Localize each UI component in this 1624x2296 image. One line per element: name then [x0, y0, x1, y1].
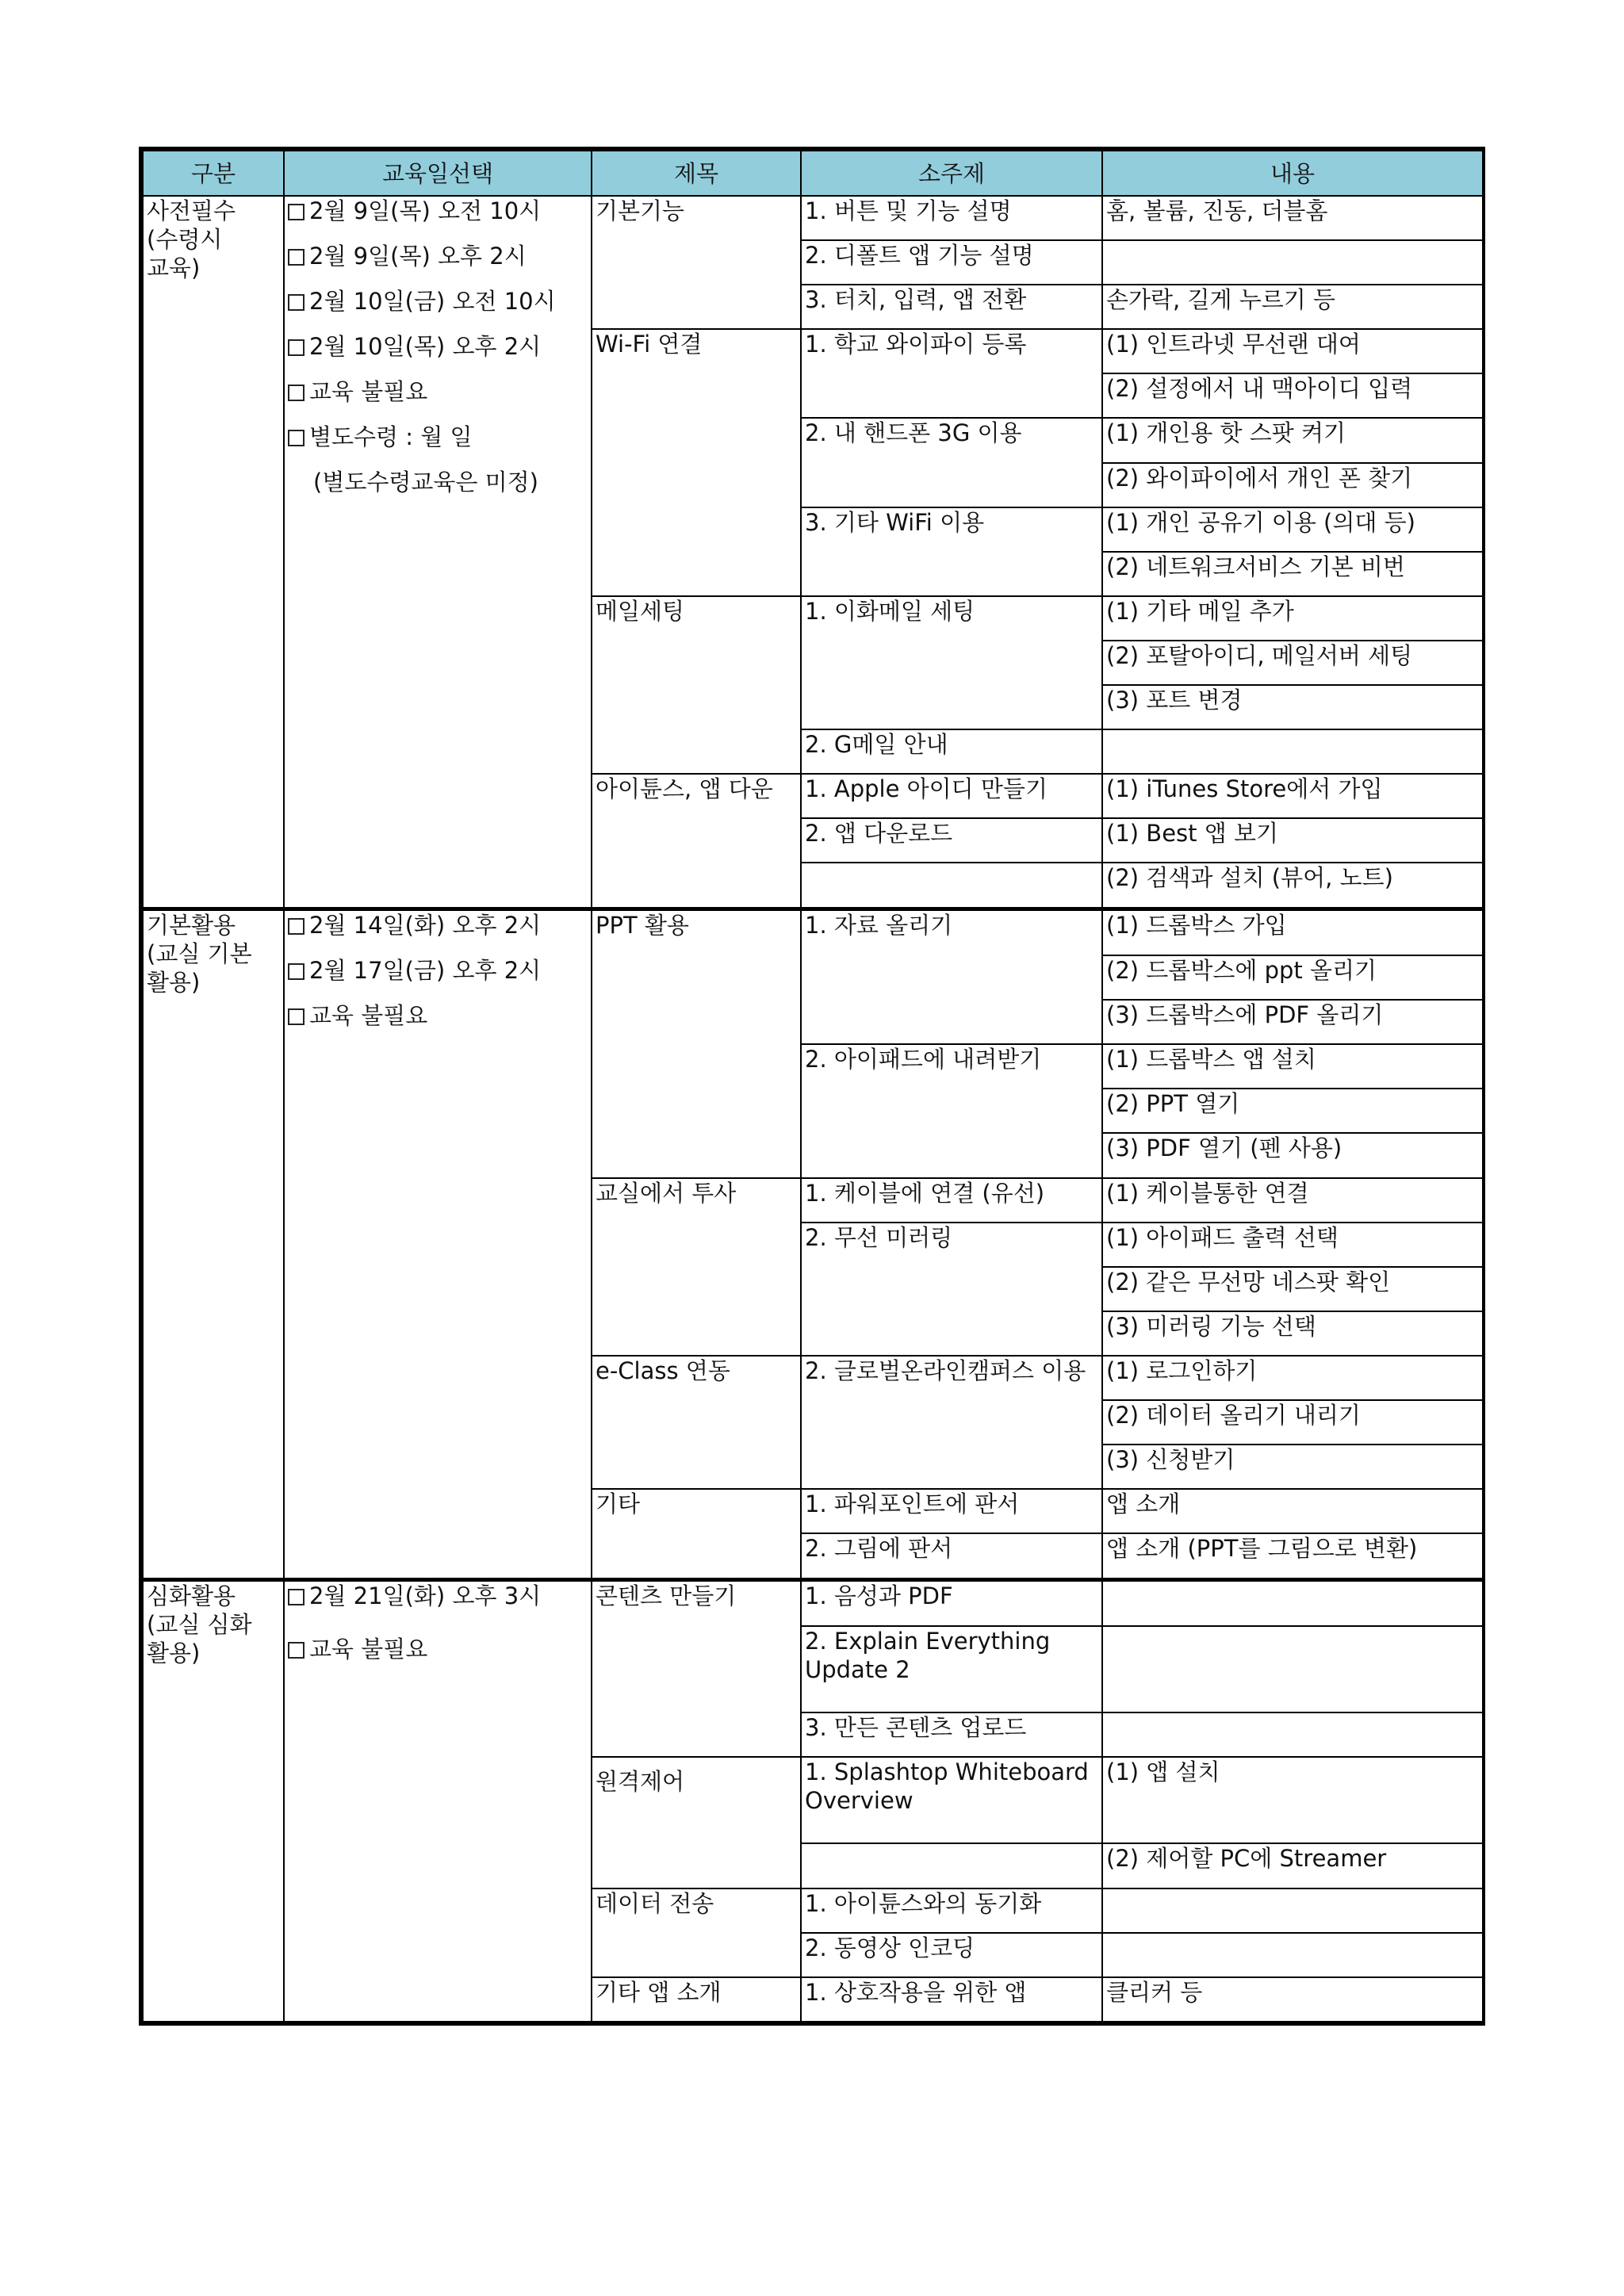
checkbox[interactable]	[288, 204, 304, 220]
subtopic-cell: 2. G메일 안내	[801, 729, 1102, 774]
topic-cell: Wi-Fi 연결	[592, 329, 801, 596]
date-option-label: 2월 10일(금) 오전 10시	[309, 288, 556, 315]
checkbox[interactable]	[288, 1008, 304, 1025]
checkbox[interactable]	[288, 430, 304, 446]
subtopic-cell: 1. 파워포인트에 판서	[801, 1489, 1102, 1533]
date-option-label: 2월 14일(화) 오후 2시	[309, 912, 542, 939]
header-title: 제목	[592, 151, 801, 196]
subtopic-cell: 2. 무선 미러링	[801, 1223, 1102, 1356]
subtopic-cell: 1. 케이블에 연결 (유선)	[801, 1178, 1102, 1223]
content-cell	[1102, 1626, 1483, 1712]
date-option-label: 2월 10일(목) 오후 2시	[309, 333, 542, 360]
date-note: (별도수령교육은 미정)	[313, 469, 538, 496]
content-cell: (1) 앱 설치	[1102, 1757, 1483, 1843]
subtopic-cell: 2. 아이패드에 내려받기	[801, 1044, 1102, 1177]
topic-cell: 콘텐츠 만들기	[592, 1580, 801, 1758]
subtopic-cell: 3. 터치, 입력, 앱 전환	[801, 285, 1102, 329]
checkbox[interactable]	[288, 339, 304, 356]
topic-cell: PPT 활용	[592, 909, 801, 1178]
content-cell: 앱 소개	[1102, 1489, 1483, 1533]
date-option[interactable]	[288, 1582, 588, 1635]
date-option[interactable]	[288, 423, 588, 468]
content-cell: (1) 개인용 핫 스팟 켜기	[1102, 418, 1483, 462]
date-option-label: 교육 불필요	[309, 1002, 428, 1030]
category-line: 기본활용	[147, 912, 236, 939]
content-cell	[1102, 1933, 1483, 1977]
category-line: 활용)	[147, 1640, 201, 1667]
subtopic-cell: 2. 글로벌온라인캠퍼스 이용	[801, 1356, 1102, 1489]
content-cell: (2) 포탈아이디, 메일서버 세팅	[1102, 641, 1483, 685]
subtopic-cell: 1. 상호작용을 위한 앱	[801, 1977, 1102, 2022]
topic-cell: 메일세팅	[592, 596, 801, 774]
date-option-label: 별도수령 : 월 일	[309, 423, 473, 450]
date-option[interactable]	[288, 956, 588, 1001]
subtopic-cell: 2. 동영상 인코딩	[801, 1933, 1102, 1977]
category-cell	[143, 1580, 284, 2022]
subtopic-cell: 2. Explain Everything Update 2	[801, 1626, 1102, 1712]
content-cell: (2) 드롭박스에 ppt 올리기	[1102, 955, 1483, 1000]
subtopic-cell: 1. 학교 와이파이 등록	[801, 329, 1102, 418]
subtopic-cell	[801, 1843, 1102, 1888]
date-options-cell	[284, 909, 592, 1580]
content-cell: (1) 아이패드 출력 선택	[1102, 1223, 1483, 1267]
topic-cell: 데이터 전송	[592, 1888, 801, 1977]
table-row	[143, 909, 1483, 955]
table-row	[143, 196, 1483, 240]
content-cell: (1) 개인 공유기 이용 (의대 등)	[1102, 507, 1483, 552]
subtopic-cell: 2. 앱 다운로드	[801, 818, 1102, 863]
content-cell: (1) 로그인하기	[1102, 1356, 1483, 1400]
content-cell: (3) 미러링 기능 선택	[1102, 1311, 1483, 1356]
category-cell	[143, 196, 284, 909]
subtopic-cell: 1. 버튼 및 기능 설명	[801, 196, 1102, 240]
category-line: 사전필수	[147, 197, 236, 224]
topic-cell: 아이튠스, 앱 다운	[592, 774, 801, 909]
content-cell: (2) 와이파이에서 개인 폰 찾기	[1102, 463, 1483, 507]
content-cell: (3) PDF 열기 (펜 사용)	[1102, 1133, 1483, 1177]
table-row	[143, 1580, 1483, 1626]
date-option-label: 교육 불필요	[309, 378, 428, 405]
content-cell: (1) 기타 메일 추가	[1102, 596, 1483, 641]
header-category: 구분	[143, 151, 284, 196]
checkbox[interactable]	[288, 918, 304, 935]
checkbox[interactable]	[288, 385, 304, 401]
content-cell	[1102, 1888, 1483, 1933]
content-cell: (3) 신청받기	[1102, 1445, 1483, 1489]
checkbox[interactable]	[288, 249, 304, 266]
category-line: (수령시	[147, 226, 223, 253]
topic-cell: 기타	[592, 1489, 801, 1579]
date-option[interactable]	[288, 287, 588, 332]
subtopic-cell: 1. 음성과 PDF	[801, 1580, 1102, 1626]
category-line: 심화활용	[147, 1582, 236, 1610]
content-cell: (2) 설정에서 내 맥아이디 입력	[1102, 373, 1483, 418]
topic-cell: 기타 앱 소개	[592, 1977, 801, 2022]
content-cell	[1102, 1580, 1483, 1626]
date-option[interactable]	[288, 1001, 588, 1047]
date-option[interactable]	[288, 377, 588, 423]
subtopic-cell: 1. Splashtop Whiteboard Overview	[801, 1757, 1102, 1843]
content-cell: (1) iTunes Store에서 가입	[1102, 774, 1483, 818]
header-subtopic: 소주제	[801, 151, 1102, 196]
checkbox[interactable]	[288, 1642, 304, 1659]
content-cell: (2) 같은 무선망 네스팟 확인	[1102, 1267, 1483, 1311]
checkbox[interactable]	[288, 1589, 304, 1605]
content-cell: (1) 드롭박스 가입	[1102, 909, 1483, 955]
date-option-label: 2월 17일(금) 오후 2시	[309, 957, 542, 985]
content-cell: 손가락, 길게 누르기 등	[1102, 285, 1483, 329]
topic-cell: e-Class 연동	[592, 1356, 801, 1489]
category-line: 교육)	[147, 254, 201, 281]
header-date-select: 교육일선택	[284, 151, 592, 196]
subtopic-cell: 1. 자료 올리기	[801, 909, 1102, 1045]
content-cell	[1102, 1712, 1483, 1757]
date-option[interactable]	[288, 242, 588, 287]
date-option-label: 2월 21일(화) 오후 3시	[309, 1582, 542, 1610]
subtopic-cell: 3. 만든 콘텐츠 업로드	[801, 1712, 1102, 1757]
date-options-cell	[284, 1580, 592, 2022]
content-cell: (1) 인트라넷 무선랜 대여	[1102, 329, 1483, 373]
subtopic-cell	[801, 863, 1102, 909]
date-option[interactable]	[288, 911, 588, 956]
content-cell: 앱 소개 (PPT를 그림으로 변환)	[1102, 1533, 1483, 1579]
subtopic-cell: 3. 기타 WiFi 이용	[801, 507, 1102, 596]
content-cell: (2) 제어할 PC에 Streamer	[1102, 1843, 1483, 1888]
subtopic-cell: 1. 아이튠스와의 동기화	[801, 1888, 1102, 1933]
topic-cell: 교실에서 투사	[592, 1178, 801, 1356]
subtopic-cell: 2. 그림에 판서	[801, 1533, 1102, 1579]
category-cell	[143, 909, 284, 1580]
schedule-table-frame	[139, 147, 1485, 2026]
content-cell: (2) 네트워크서비스 기본 비번	[1102, 552, 1483, 596]
content-cell: (3) 포트 변경	[1102, 685, 1483, 729]
content-cell	[1102, 240, 1483, 285]
content-cell	[1102, 729, 1483, 774]
header-content: 내용	[1102, 151, 1483, 196]
subtopic-cell: 1. Apple 아이디 만들기	[801, 774, 1102, 818]
date-option-label: 2월 9일(목) 오후 2시	[309, 243, 527, 270]
schedule-table	[142, 150, 1484, 2022]
content-cell: 클리커 등	[1102, 1977, 1483, 2022]
content-cell: (2) PPT 열기	[1102, 1089, 1483, 1133]
date-option[interactable]	[288, 332, 588, 377]
checkbox[interactable]	[288, 294, 304, 311]
content-cell: (1) 드롭박스 앱 설치	[1102, 1044, 1483, 1089]
date-option-label: 2월 9일(목) 오전 10시	[309, 197, 542, 224]
category-line: 활용)	[147, 969, 201, 997]
content-cell: (2) 검색과 설치 (뷰어, 노트)	[1102, 863, 1483, 909]
content-cell: 홈, 볼륨, 진동, 더블홈	[1102, 196, 1483, 240]
subtopic-cell: 1. 이화메일 세팅	[801, 596, 1102, 729]
content-cell: (3) 드롭박스에 PDF 올리기	[1102, 1000, 1483, 1044]
date-options-cell	[284, 196, 592, 909]
content-cell: (1) 케이블통한 연결	[1102, 1178, 1483, 1223]
subtopic-cell: 2. 내 핸드폰 3G 이용	[801, 418, 1102, 507]
content-cell: (1) Best 앱 보기	[1102, 818, 1483, 863]
topic-cell: 기본기능	[592, 196, 801, 329]
category-line: (교실 심화	[147, 1611, 252, 1639]
date-option[interactable]	[288, 197, 588, 242]
content-cell: (2) 데이터 올리기 내리기	[1102, 1400, 1483, 1445]
category-line: (교실 기본	[147, 940, 252, 968]
header-row	[143, 151, 1483, 196]
date-option-label: 교육 불필요	[309, 1636, 428, 1663]
date-option[interactable]	[288, 1635, 588, 1680]
topic-cell: 원격제어	[592, 1757, 801, 1888]
subtopic-cell: 2. 디폴트 앱 기능 설명	[801, 240, 1102, 285]
checkbox[interactable]	[288, 963, 304, 980]
